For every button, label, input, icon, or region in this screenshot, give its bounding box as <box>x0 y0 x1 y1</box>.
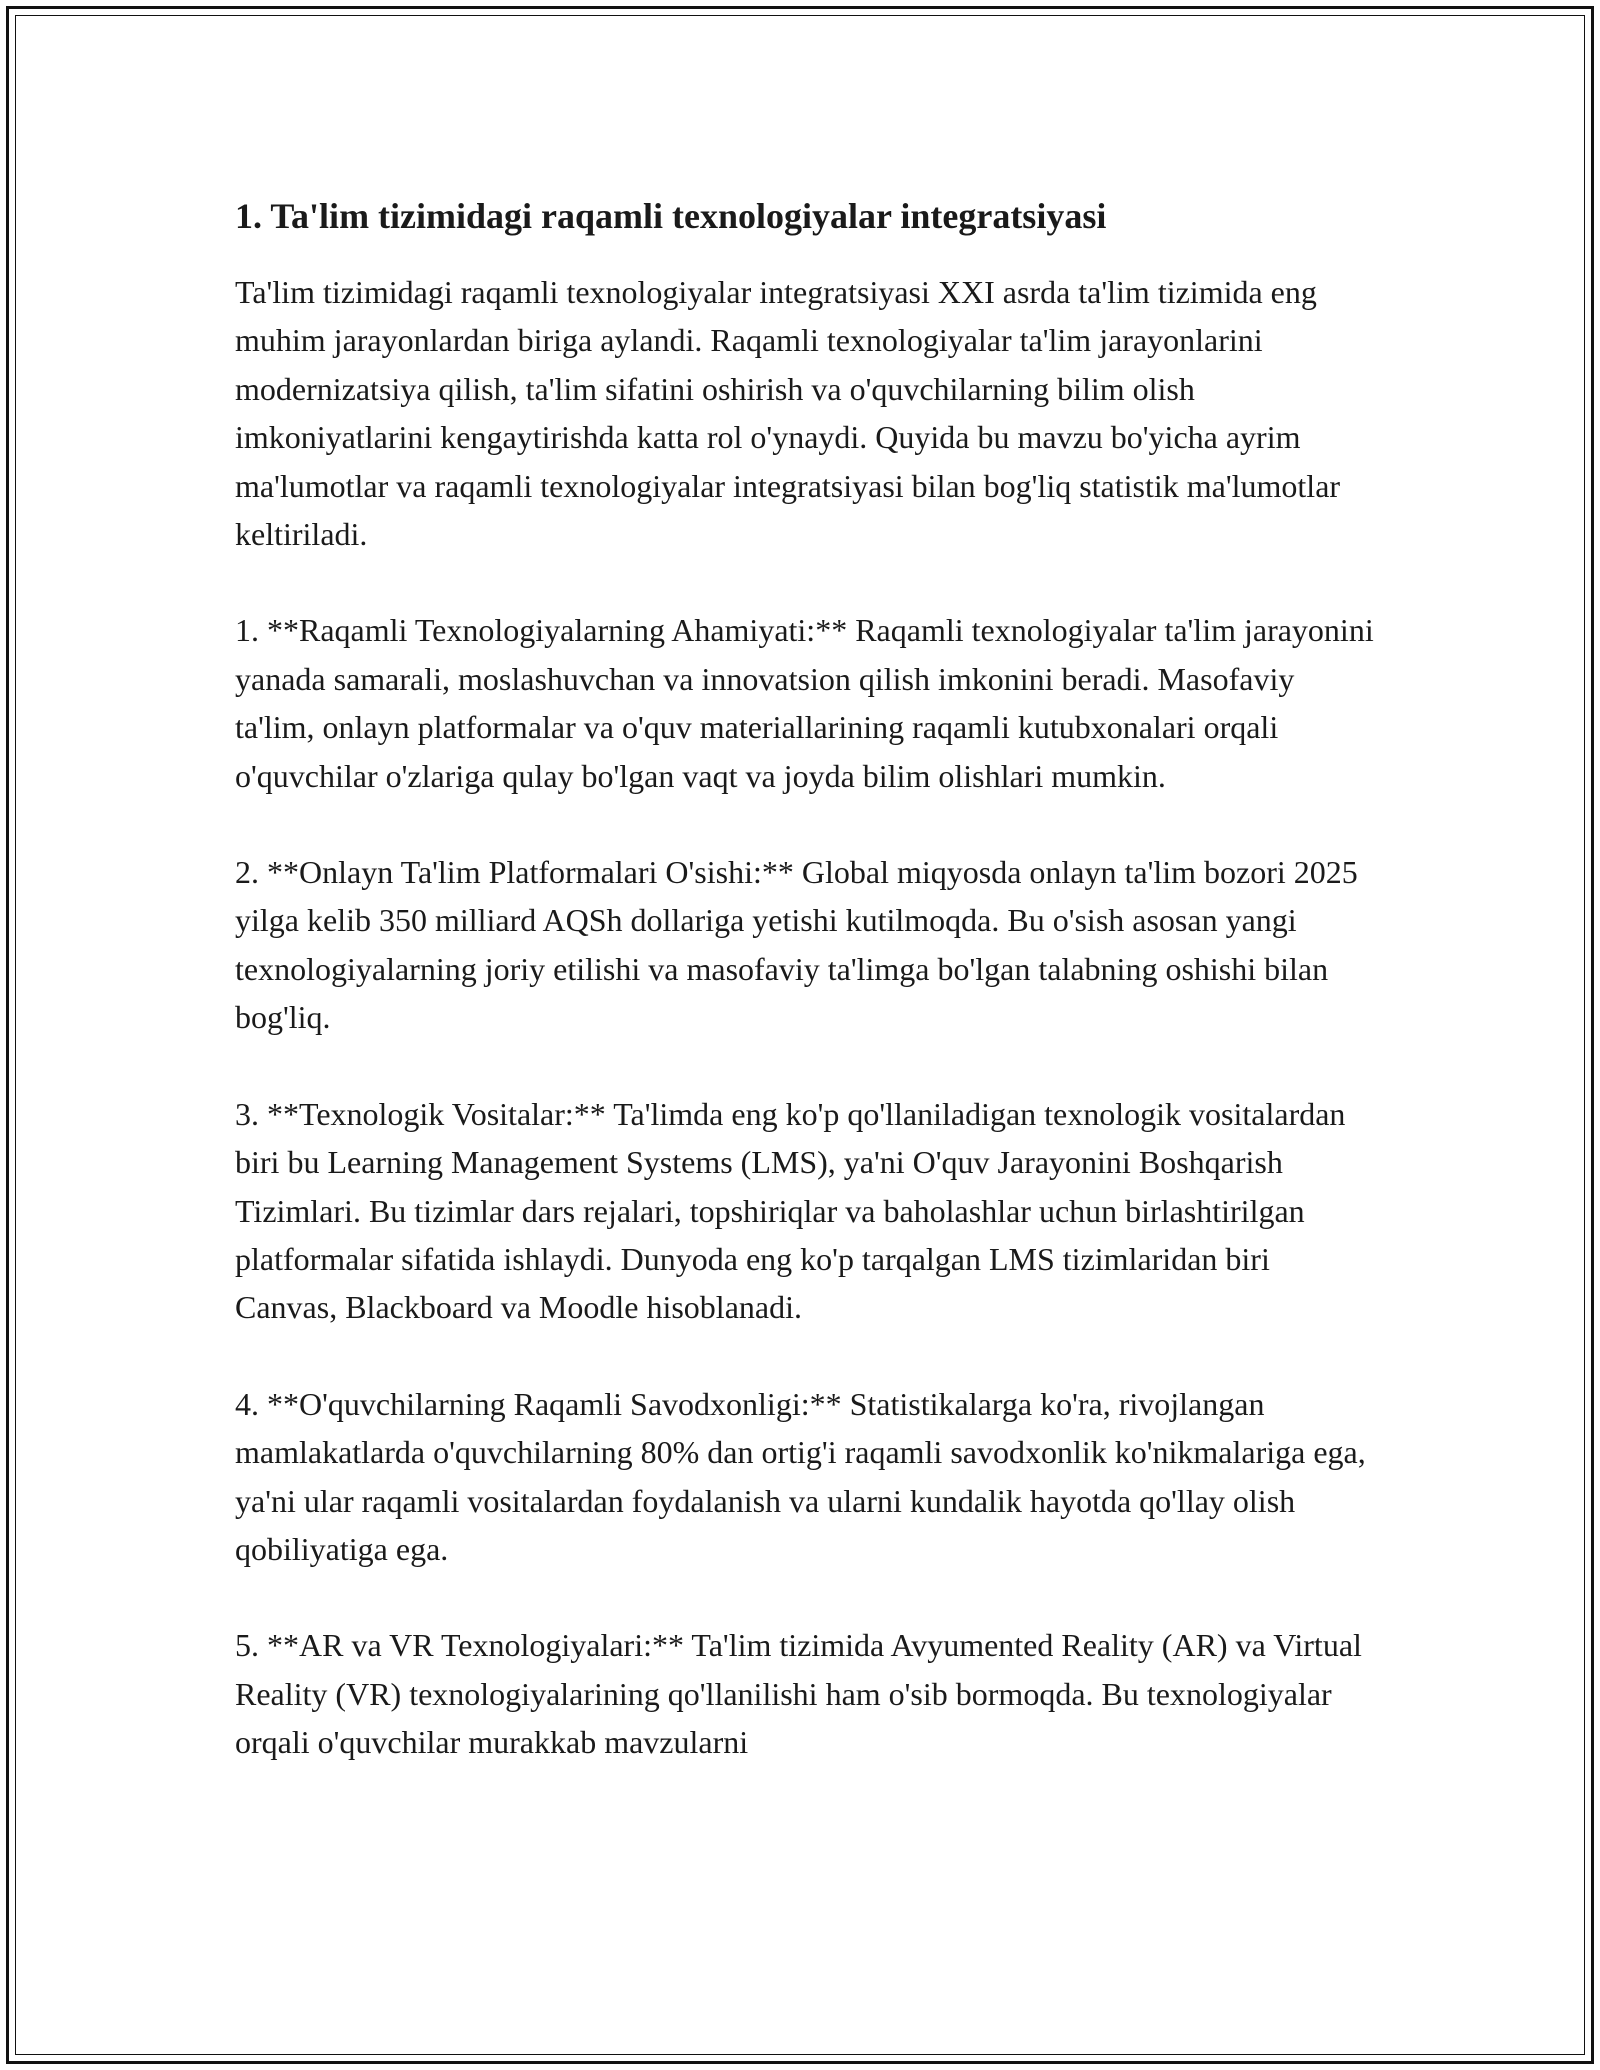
paragraph-item-4: 4. **O'quvchilarning Raqamli Savodxonligi:** Statistikalarga ko'ra, rivojlangan mamlakatlarda o'quvchilarning 80% dan ortig'i raqamli savodxonlik ko'nikmalariga ega, ya'ni ular raqamli vositalardan foydalanish va ularni kundalik hayotda qo'llay olish qobiliyatiga ega. <box>235 1385 1366 1567</box>
document-body <box>235 186 1375 1767</box>
paragraph-item-1: 1. **Raqamli Texnologiyalarning Ahamiyati:** Raqamli texnologiyalar ta'lim jarayonini yanada samarali, moslashuvchan va innovatsion qilish imkonini beradi. Masofaviy ta'lim, onlayn platformalar va o'quv materiallarining raqamli kutubxonalari orqali o'quvchilar o'zlariga qulay bo'lgan vaqt va joyda bilim olishlari mumkin. <box>235 612 1374 794</box>
paragraph-item-5: 5. **AR va VR Texnologiyalari:** Ta'lim tizimida Avyumented Reality (AR) va Virtual Reality (VR) texnologiyalarining qo'llanilishi ham o'sib bormoqda. Bu texnologiyalar orqali o'quvchilar murakkab mavzularni <box>235 1627 1362 1761</box>
document-title: 1. Ta'lim tizimidagi raqamli texnologiyalar integratsiyasi <box>235 196 1107 236</box>
paragraph-intro: Ta'lim tizimidagi raqamli texnologiyalar integratsiyasi XXI asrda ta'lim tizimida eng muhim jarayonlardan biriga aylandi. Raqamli texnologiyalar ta'lim jarayonlarini modernizatsiya qilish, ta'lim sifatini oshirish va o'quvchilarning bilim olish imkoniyatlarini kengaytirishda katta rol o'ynaydi. Quyida bu mavzu bo'yicha ayrim ma'lumotlar va raqamli texnologiyalar integratsiyasi bilan bog'liq statistik ma'lumotlar keltiriladi. <box>235 274 1341 553</box>
paragraph-item-3: 3. **Texnologik Vositalar:** Ta'limda eng ko'p qo'llaniladigan texnologik vositalardan biri bu Learning Management Systems (LMS), ya'ni O'quv Jarayonini Boshqarish Tizimlari. Bu tizimlar dars rejalari, topshiriqlar va baholashlar uchun birlashtirilgan platformalar sifatida ishlaydi. Dunyoda eng ko'p tarqalgan LMS tizimlaridan biri Canvas, Blackboard va Moodle hisoblanadi. <box>235 1095 1346 1326</box>
paragraph-item-2: 2. **Onlayn Ta'lim Platformalari O'sishi:** Global miqyosda onlayn ta'lim bozori 2025 yilga kelib 350 milliard AQSh dollariga yetishi kutilmoqda. Bu o'sish asosan yangi texnologiyalarning joriy etilishi va masofaviy ta'limga bo'lgan talabning oshishi bilan bog'liq. <box>235 854 1358 1036</box>
